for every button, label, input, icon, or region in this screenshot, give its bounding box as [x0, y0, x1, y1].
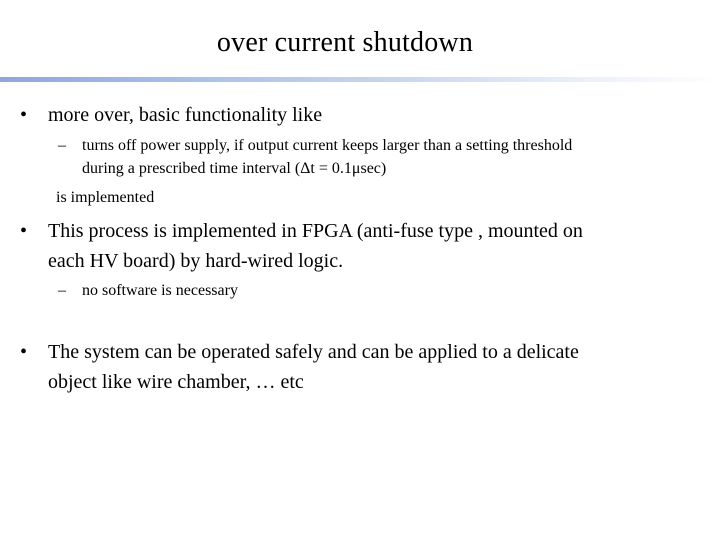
dash-marker: – — [58, 282, 66, 299]
dash-marker: – — [58, 137, 66, 154]
title-divider — [0, 77, 720, 82]
bullet-text: more over, basic functionality like — [48, 104, 323, 126]
sub-bullet-text: no software is necessary — [82, 282, 238, 299]
slide-title: over current shutdown — [216, 27, 474, 58]
bullet-line-1: This process is implemented in FPGA (anti-fuse type , mounted on — [48, 220, 583, 242]
bullet-continuation: is implemented — [56, 189, 155, 206]
bullet-marker: • — [20, 341, 28, 363]
bullet-marker: • — [20, 220, 28, 242]
bullet-line-2: each HV board) by hard-wired logic. — [48, 250, 344, 272]
bullet-line-2: object like wire chamber, … etc — [48, 371, 304, 393]
bullet-line-1: The system can be operated safely and can be applied to a delicate — [48, 341, 579, 363]
sub-bullet-line-1: turns off power supply, if output current keeps larger than a setting threshold — [82, 137, 573, 154]
sub-bullet-line-2: during a prescribed time interval (Δt = 0.1μsec) — [82, 160, 387, 177]
bullet-marker: • — [20, 104, 28, 126]
